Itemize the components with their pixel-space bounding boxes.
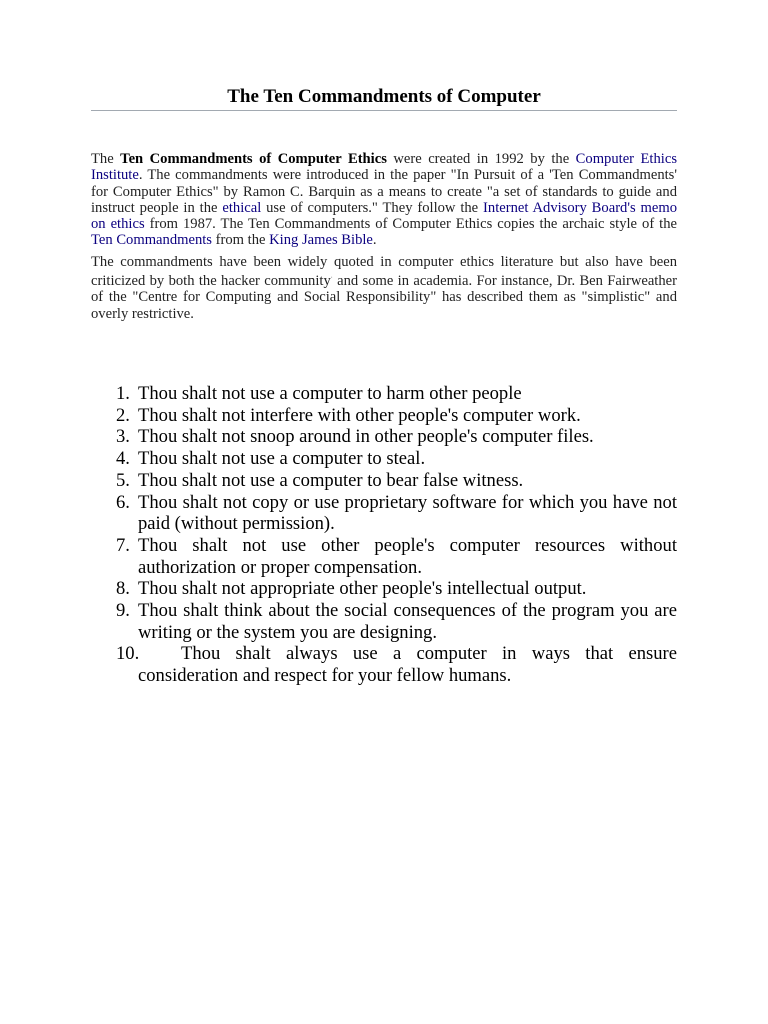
list-item-text: Thou shalt always use a computer in ways that ensure consideration and respect for your fellow humans. (138, 643, 677, 687)
list-item-text: Thou shalt not snoop around in other people's computer files. (138, 426, 594, 448)
list-item-text: Thou shalt not use a computer to steal. (138, 448, 426, 470)
list-item-number: 5. (116, 469, 130, 491)
list-item-number: 2. (116, 404, 130, 426)
citation-dot: · (330, 275, 333, 282)
list-item (116, 535, 677, 578)
list-item-text: Thou shalt think about the social consequences of the program you are writing or the system you are designing. (138, 600, 677, 643)
commandments-list (116, 383, 677, 687)
intro-section (91, 151, 677, 322)
list-item-text: Thou shalt not copy or use proprietary software for which you have not paid (without permission). (138, 491, 677, 535)
list-item-number: 9. (116, 600, 130, 622)
link-computer-ethics-institute[interactable]: Computer Ethics Institute (91, 151, 677, 184)
intro-text: The commandments have been widely quoted in computer ethics literature but also have been criticized by both the hacker community (91, 253, 677, 289)
list-item (116, 578, 677, 600)
list-item-number: 4. (116, 448, 130, 470)
intro-bold-term: Ten Commandments of Computer Ethics (120, 151, 387, 167)
list-item-text: Thou shalt not use a computer to harm other people (138, 383, 522, 404)
list-item (116, 448, 677, 470)
list-item-text: Thou shalt not appropriate other people's intellectual output. (138, 578, 587, 600)
list-item-number: 6. (116, 491, 130, 513)
intro-text: from the (211, 232, 270, 249)
intro-paragraph-2 (91, 254, 677, 322)
intro-text: from 1987. The Ten Commandments of Computer Ethics copies the archaic style of the (144, 216, 677, 233)
intro-paragraph-1 (91, 151, 677, 249)
list-item (116, 405, 677, 427)
list-item (116, 383, 677, 405)
intro-text: . (372, 232, 377, 249)
intro-text: . The commandments were introduced in the paper "In Pursuit of a 'Ten Commandments' for Computer Ethics" by Ramon C. Barquin as a means to create "a set of standards to guide and instruct people in the (91, 167, 677, 216)
document-page (91, 0, 677, 327)
intro-text: The (91, 151, 121, 167)
list-item-number: 1. (116, 383, 130, 404)
list-item-number: 7. (116, 534, 130, 556)
list-item-text: Thou shalt not use other people's computer resources without authorization or proper compensation. (138, 534, 677, 578)
list-item (116, 600, 677, 643)
intro-text: and some in academia. For instance, Dr. Ben Fairweather of the "Centre for Computing and Social Responsibility" has described them as "simplistic" and overly restrictive. (91, 272, 677, 322)
page-title: The Ten Commandments of Computer (91, 0, 677, 111)
link-ten-commandments[interactable]: Ten Commandments (91, 232, 212, 249)
link-ethical[interactable]: ethical (222, 199, 262, 216)
list-item (116, 643, 677, 686)
list-item-number: 10. (116, 643, 140, 665)
list-item-text: Thou shalt not use a computer to bear false witness. (138, 469, 524, 491)
list-item (116, 470, 677, 492)
intro-text: use of computers." They follow the (261, 199, 484, 216)
list-item (116, 426, 677, 448)
intro-text: were created in 1992 by the (386, 151, 576, 167)
link-king-james-bible[interactable]: King James Bible (269, 232, 373, 249)
list-item-number: 8. (116, 578, 130, 600)
list-item-number: 3. (116, 426, 130, 448)
link-internet-advisory-board-memo[interactable]: Internet Advisory Board's memo on ethics (91, 199, 678, 233)
list-item (116, 492, 677, 535)
list-item-text: Thou shalt not interfere with other people's computer work. (138, 404, 581, 426)
